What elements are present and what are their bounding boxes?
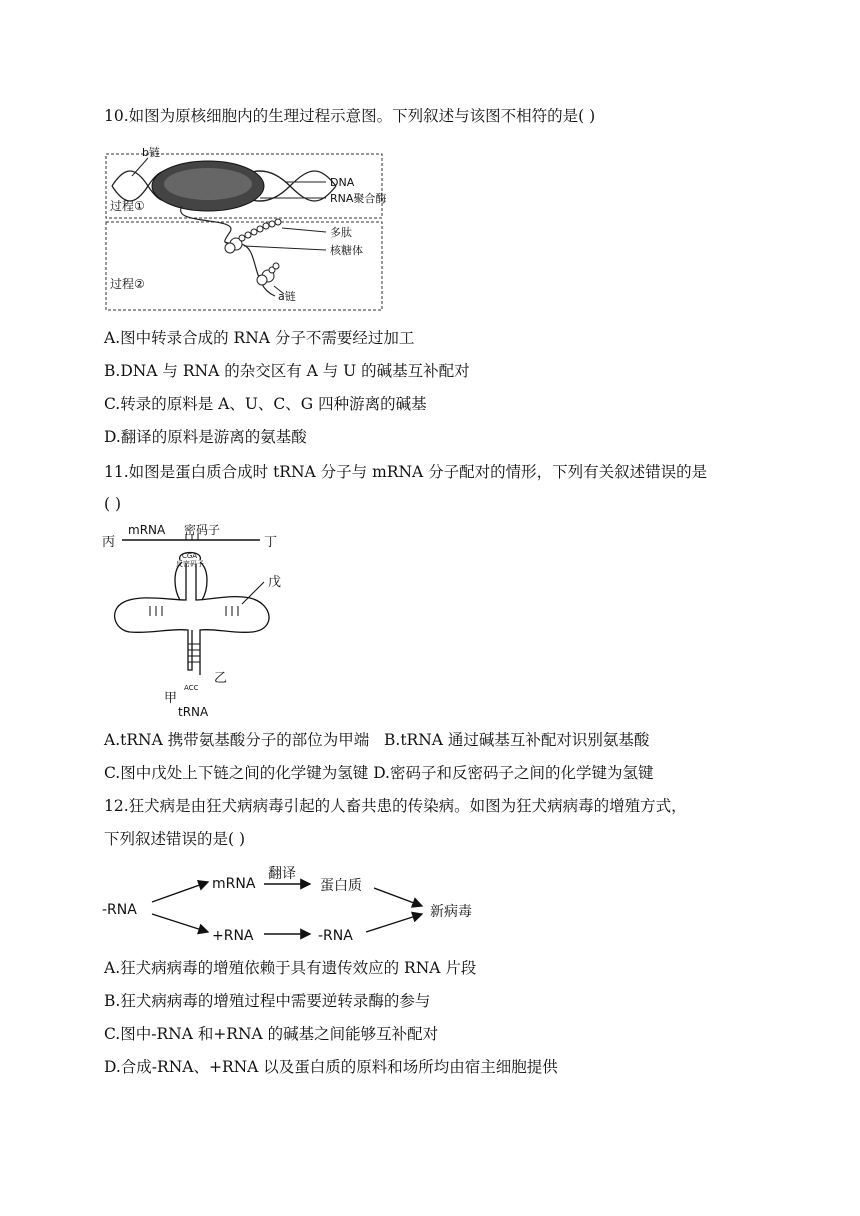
q11-option-c: C.图中戊处上下链之间的化学键为氢键 bbox=[104, 764, 369, 782]
pos-rna-label: +RNA bbox=[212, 928, 254, 944]
yi-label: 乙 bbox=[214, 671, 228, 686]
wu-label: 戊 bbox=[268, 575, 282, 590]
q12-stem: 12.狂犬病是由狂犬病病毒引起的人畜共患的传染病。如图为狂犬病病毒的增殖方式， bbox=[104, 797, 687, 815]
q10-option-c: C.转录的原料是 A、U、C、G 四种游离的碱基 bbox=[104, 395, 427, 413]
q11-figure bbox=[100, 520, 310, 720]
ribosome-label: 核糖体 bbox=[330, 244, 363, 257]
acc-label: ACC bbox=[184, 684, 199, 692]
q11-options-row2 bbox=[104, 763, 654, 783]
protein-label: 蛋白质 bbox=[320, 878, 362, 894]
jia-label: 甲 bbox=[164, 691, 178, 706]
process2-label: 过程② bbox=[110, 277, 145, 291]
a-chain-label: a链 bbox=[278, 290, 296, 303]
q10-stem: 10.如图为原核细胞内的生理过程示意图。下列叙述与该图不相符的是( ) bbox=[104, 107, 596, 125]
q10-figure bbox=[100, 146, 400, 316]
q12-option-c: C.图中-RNA 和+RNA 的碱基之间能够互补配对 bbox=[104, 1025, 439, 1043]
q11-stem-cont: ( ) bbox=[104, 495, 122, 513]
q12-option-d: D.合成-RNA、+RNA 以及蛋白质的原料和场所均由宿主细胞提供 bbox=[104, 1058, 558, 1076]
q11-option-d: D.密码子和反密码子之间的化学键为氢键 bbox=[373, 764, 654, 782]
ding-label: 丁 bbox=[264, 535, 278, 550]
process1-label: 过程① bbox=[110, 199, 145, 213]
new-virus-label: 新病毒 bbox=[430, 904, 472, 920]
bing-label: 丙 bbox=[102, 535, 116, 550]
q12-option-b: B.狂犬病病毒的增殖过程中需要逆转录酶的参与 bbox=[104, 992, 431, 1010]
translation-label: 翻译 bbox=[268, 866, 296, 882]
mrna-label: mRNA bbox=[128, 523, 166, 537]
dna-label: DNA bbox=[330, 176, 355, 189]
q11-stem: 11.如图是蛋白质合成时 tRNA 分子与 mRNA 分子配对的情形，下列有关叙述错误的是 bbox=[104, 463, 708, 481]
q12-stem-cont: 下列叙述错误的是( ) bbox=[104, 830, 246, 848]
q10-option-b: B.DNA 与 RNA 的杂交区有 A 与 U 的碱基互补配对 bbox=[104, 362, 470, 380]
cga-label: CGA bbox=[182, 552, 198, 560]
q12-figure bbox=[100, 862, 490, 948]
anticodon-label: 反密码子 bbox=[176, 560, 204, 568]
rna-polymerase-label: RNA聚合酶 bbox=[330, 192, 387, 205]
q12-option-a: A.狂犬病病毒的增殖依赖于具有遗传效应的 RNA 片段 bbox=[104, 959, 477, 977]
trna-label: tRNA bbox=[178, 705, 209, 719]
neg-rna-label: -RNA bbox=[102, 902, 137, 918]
mrna-label: mRNA bbox=[212, 876, 256, 892]
q10-option-a: A.图中转录合成的 RNA 分子不需要经过加工 bbox=[104, 329, 415, 347]
polypeptide-label: 多肽 bbox=[330, 226, 352, 239]
codon-label: 密码子 bbox=[184, 523, 221, 537]
q10-option-d: D.翻译的原料是游离的氨基酸 bbox=[104, 428, 307, 446]
b-chain-label: b链 bbox=[142, 146, 160, 159]
neg-rna2-label: -RNA bbox=[318, 928, 353, 944]
q11-option-a: A.tRNA 携带氨基酸分子的部位为甲端 bbox=[104, 731, 370, 749]
q11-options-row1 bbox=[104, 730, 649, 750]
q11-option-b: B.tRNA 通过碱基互补配对识别氨基酸 bbox=[384, 731, 650, 749]
